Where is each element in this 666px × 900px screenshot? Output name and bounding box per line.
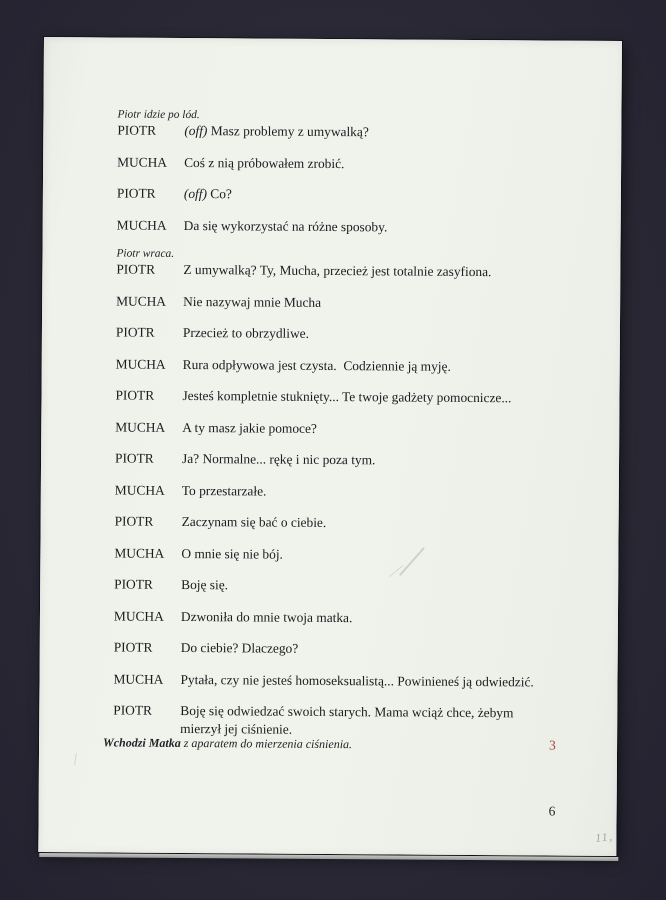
dialogue-line: Rura odpływowa jest czysta. Codziennie ją myję.: [182, 356, 451, 374]
speaker-name: PIOTR: [114, 576, 153, 592]
dialogue-text: [180, 702, 621, 740]
dialogue-line: Do ciebie? Dlaczego?: [180, 639, 299, 656]
speaker-name: MUCHA: [114, 482, 165, 498]
pencil-annotation: 11,: [594, 831, 614, 845]
speaker-name: MUCHA: [113, 608, 164, 624]
dialogue-text: [182, 387, 623, 408]
dialogue-block: [114, 607, 622, 628]
dialogue-block: [114, 544, 622, 565]
stage-direction-text: Piotr idzie po lód.: [117, 108, 200, 122]
dialogue-line: A ty masz jakie pomoce?: [182, 419, 317, 436]
page-number: 6: [548, 803, 556, 819]
dialogue-text: [184, 216, 625, 237]
dialogue-block: [115, 418, 623, 439]
dialogue-line: Zaczynam się bać o ciebie.: [181, 513, 327, 530]
dialogue-block: [115, 387, 623, 408]
dialogue-line: (off) Co?: [183, 185, 232, 202]
script-page: [38, 37, 622, 856]
smudge-mark: [74, 753, 77, 765]
speaker-name: MUCHA: [115, 419, 166, 435]
dialogue-text: [184, 122, 625, 143]
speaker-name: PIOTR: [117, 122, 157, 138]
dialogue-text: [184, 185, 625, 206]
dialogue-block: [115, 481, 623, 502]
dialogue-block: [117, 185, 625, 206]
dialogue-line: (off) Masz problemy z umywalką?: [184, 122, 369, 140]
dialogue-block: [117, 122, 625, 143]
dialogue-block: [113, 670, 621, 691]
dialogue-text: [183, 355, 624, 376]
speaker-name: PIOTR: [115, 387, 155, 403]
speaker-name: PIOTR: [115, 450, 154, 466]
stage-direction-text: z aparatem do mierzenia ciśnienia.: [180, 735, 353, 752]
dialogue-text: [181, 576, 622, 597]
dialogue-line: O mnie się nie bój.: [181, 545, 283, 562]
dialogue-block: [114, 576, 622, 597]
speaker-name: MUCHA: [116, 217, 167, 233]
dialogue-text: [181, 639, 622, 660]
dialogue-block: [113, 702, 621, 741]
dialogue-block: [116, 292, 624, 313]
speaker-name: MUCHA: [116, 293, 167, 309]
dialogue-text: [183, 292, 624, 313]
dialogue-line: Jesteś kompletnie stuknięty... Te twoje gadżety pomocnicze...: [182, 387, 512, 406]
dialogue-line: Pytała, czy nie jesteś homoseksualistą... Powinieneś ją odwiedzić.: [180, 671, 534, 689]
dialogue-block: [117, 216, 625, 237]
off-annotation: (off): [183, 185, 208, 202]
dialogue-text: [182, 513, 623, 534]
dialogue-block: [115, 513, 623, 534]
dialogue-text: [182, 481, 623, 502]
dialogue-text: [182, 418, 623, 439]
dialogue-text: [183, 324, 624, 345]
speaker-name: PIOTR: [113, 639, 153, 655]
dialogue-text: [182, 450, 623, 471]
speaker-name: MUCHA: [113, 671, 164, 687]
dialogue-block: [116, 324, 624, 345]
dialogue-line: Boję się.: [181, 576, 229, 593]
dialogue-line: Dzwoniła do mnie twoja matka.: [180, 608, 353, 625]
stage-direction-text: Piotr wraca.: [116, 247, 175, 260]
dialogue-block: [114, 639, 622, 660]
dialogue-line: To przestarzałe.: [181, 482, 267, 499]
dialogue-line: Coś z nią próbowałem zrobić.: [184, 154, 345, 171]
dialogue-text: [181, 544, 622, 565]
stage-direction-bold: Wchodzi Matka: [103, 735, 181, 750]
speaker-name: MUCHA: [114, 545, 165, 561]
dialogue-text: [183, 261, 624, 282]
speaker-name: MUCHA: [117, 154, 168, 170]
dialogue-line: Boję się odwiedzać swoich starych. Mama wciąż chce, żebym: [180, 702, 514, 721]
speaker-name: PIOTR: [115, 324, 155, 340]
speaker-name: PIOTR: [116, 261, 156, 277]
speaker-name: MUCHA: [115, 356, 166, 372]
dialogue-block: [116, 355, 624, 376]
dialogue-line: Da się wykorzystać na różne sposoby.: [183, 217, 388, 234]
speaker-name: PIOTR: [114, 513, 154, 529]
off-annotation: (off): [184, 122, 208, 139]
dialogue-text: [180, 670, 621, 691]
dialogue-text: [184, 153, 625, 174]
dialogue-line: Nie nazywaj mnie Mucha: [183, 293, 322, 310]
dialogue-block: [117, 153, 625, 174]
dialogue-line: Z umywalką? Ty, Mucha, przecież jest totalnie zasyfiona.: [183, 261, 492, 280]
dialogue-line: mierzył jej ciśnienie.: [180, 720, 293, 737]
speaker-name: PIOTR: [113, 702, 153, 718]
scene-number-red: 3: [549, 737, 556, 753]
script-body: [103, 108, 625, 754]
dialogue-text: [181, 607, 622, 628]
dialogue-line: Ja? Normalne... rękę i nic poza tym.: [182, 450, 376, 468]
speaker-name: PIOTR: [116, 185, 156, 201]
dialogue-block: [115, 450, 623, 471]
dialogue-block: [116, 261, 624, 282]
dialogue-line: Przecież to obrzydliwe.: [182, 324, 310, 341]
